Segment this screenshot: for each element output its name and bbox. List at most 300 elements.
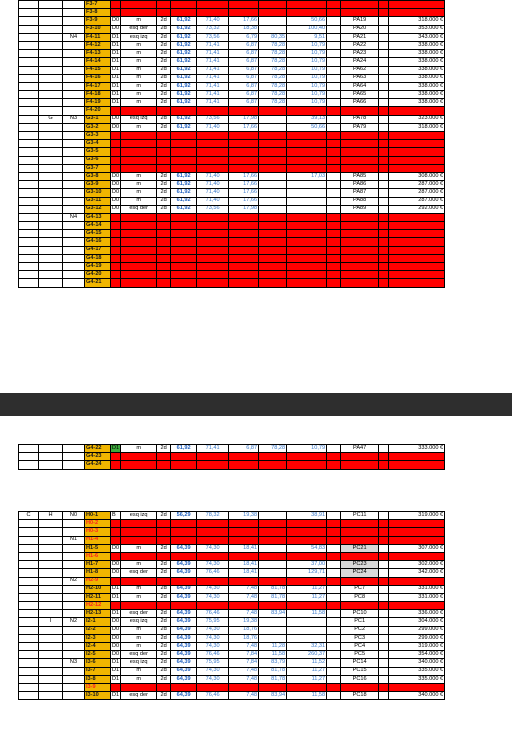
price-cell: 338.000 €	[389, 41, 445, 49]
group-cell	[39, 569, 63, 577]
reference-cell: PC15	[341, 667, 379, 675]
typology-cell: D1	[112, 66, 120, 73]
section-cell	[19, 520, 39, 528]
empty-cell	[287, 520, 327, 528]
spacer-cell	[327, 25, 341, 33]
empty-cell	[379, 246, 389, 254]
reference-cell: PA86	[341, 181, 379, 189]
price-cell: 287.000 €	[389, 181, 445, 189]
empty-cell	[171, 461, 197, 469]
reference-cell: PA66	[341, 99, 379, 107]
empty-cell	[287, 246, 327, 254]
empty-cell	[171, 1, 197, 9]
surface-built-cell: 71,40	[197, 189, 229, 197]
level-cell: N0	[63, 512, 85, 520]
empty-cell	[341, 461, 379, 469]
group-cell	[39, 544, 63, 552]
bedrooms-cell: 2d	[157, 74, 171, 82]
table-row	[19, 634, 445, 642]
group-cell	[39, 692, 63, 700]
surface-built-cell: 71,41	[197, 91, 229, 99]
empty-cell	[197, 453, 229, 461]
level-cell	[63, 593, 85, 601]
surface-garden-cell: 50,66	[287, 123, 327, 131]
table-row	[19, 74, 445, 82]
section-cell	[19, 9, 39, 17]
bedrooms-cell: 2d	[157, 33, 171, 41]
surface-built-cell: 74,30	[197, 667, 229, 675]
empty-cell	[229, 230, 259, 238]
surface-total-cell: 83,79	[259, 659, 287, 667]
empty-cell	[327, 238, 341, 246]
surface-useful-cell: 61,92	[171, 17, 197, 25]
surface-built-cell: 73,56	[197, 33, 229, 41]
group-cell	[39, 643, 63, 651]
spacer-cell	[327, 172, 341, 180]
orientation-cell: m	[121, 82, 157, 90]
empty-cell	[327, 107, 341, 115]
unit-code-cell: F4-11	[85, 33, 111, 41]
section-cell	[19, 651, 39, 659]
level-cell	[63, 271, 85, 279]
price-cell: 338.000 €	[389, 66, 445, 74]
surface-garden-cell	[287, 205, 327, 213]
surface-useful-cell: 64,39	[171, 651, 197, 659]
surface-built-cell: 71,40	[197, 181, 229, 189]
empty-cell	[197, 536, 229, 544]
level-cell	[63, 453, 85, 461]
empty-cell	[341, 107, 379, 115]
surface-useful-cell: 61,92	[171, 25, 197, 33]
price-cell: 340.000 €	[389, 659, 445, 667]
surface-terrace-cell: 6,87	[229, 445, 259, 453]
unit-code-cell: F4-19	[85, 99, 111, 107]
empty-cell	[287, 552, 327, 560]
empty-cell	[379, 602, 389, 610]
empty-cell	[341, 602, 379, 610]
unit-code-cell: I3-9	[85, 683, 111, 691]
spacer-cell	[379, 181, 389, 189]
empty-cell	[327, 453, 341, 461]
level-cell	[63, 197, 85, 205]
reference-cell: PC11	[341, 512, 379, 520]
empty-cell	[171, 156, 197, 164]
empty-cell	[111, 164, 121, 172]
reference-cell: PC1	[341, 618, 379, 626]
empty-cell	[157, 213, 171, 221]
empty-cell	[327, 132, 341, 140]
surface-built-cell: 73,56	[197, 115, 229, 123]
unit-code-cell: G3-6	[85, 156, 111, 164]
level-cell	[63, 569, 85, 577]
surface-total-cell	[259, 189, 287, 197]
spacer-cell	[327, 189, 341, 197]
empty-cell	[379, 1, 389, 9]
section-cell	[19, 107, 39, 115]
empty-cell	[379, 164, 389, 172]
empty-cell	[341, 140, 379, 148]
surface-useful-cell: 61,92	[171, 115, 197, 123]
orientation-cell: m	[121, 675, 157, 683]
unit-code-cell: H1-6	[85, 552, 111, 560]
unit-code-cell: G3-3	[85, 132, 111, 140]
surface-useful-cell: 64,39	[171, 626, 197, 634]
level-cell: N4	[63, 33, 85, 41]
section-cell	[19, 123, 39, 131]
empty-cell	[121, 213, 157, 221]
orientation-cell: m	[121, 50, 157, 58]
empty-cell	[287, 683, 327, 691]
level-cell	[63, 528, 85, 536]
price-cell: 287.000 €	[389, 189, 445, 197]
level-cell	[63, 132, 85, 140]
table-row	[19, 50, 445, 58]
group-cell	[39, 189, 63, 197]
level-cell	[63, 50, 85, 58]
orientation-cell: m	[121, 189, 157, 197]
spacer-cell	[327, 667, 341, 675]
group-cell	[39, 132, 63, 140]
surface-total-cell	[259, 172, 287, 180]
empty-cell	[171, 238, 197, 246]
empty-cell	[171, 602, 197, 610]
spacer-cell	[379, 626, 389, 634]
orientation-cell: m	[121, 17, 157, 25]
empty-cell	[111, 528, 121, 536]
empty-cell	[259, 461, 287, 469]
surface-garden-cell: 11,27	[287, 593, 327, 601]
orientation-cell: esq der	[121, 651, 157, 659]
level-cell	[63, 123, 85, 131]
surface-terrace-cell: 7,48	[229, 667, 259, 675]
group-cell	[39, 91, 63, 99]
table-row	[19, 181, 445, 189]
table-row	[19, 618, 445, 626]
table-row	[19, 593, 445, 601]
empty-cell	[111, 107, 121, 115]
unit-code-cell: H2-12	[85, 602, 111, 610]
empty-cell	[229, 213, 259, 221]
table-row	[19, 17, 445, 25]
section-cell	[19, 205, 39, 213]
empty-cell	[259, 246, 287, 254]
surface-terrace-cell: 18,41	[229, 544, 259, 552]
table-row	[19, 569, 445, 577]
empty-cell	[229, 238, 259, 246]
empty-cell	[229, 552, 259, 560]
empty-cell	[171, 213, 197, 221]
empty-cell	[229, 164, 259, 172]
spacer-cell	[327, 561, 341, 569]
reference-cell: PC8	[341, 593, 379, 601]
surface-garden-cell: 10,79	[287, 41, 327, 49]
price-cell: 343.000 €	[389, 33, 445, 41]
empty-cell	[157, 602, 171, 610]
group-cell	[39, 99, 63, 107]
surface-garden-cell: 37,00	[287, 561, 327, 569]
empty-cell	[389, 461, 445, 469]
orientation-cell: m	[121, 643, 157, 651]
group-cell	[39, 520, 63, 528]
empty-cell	[379, 213, 389, 221]
bedrooms-cell: 2d	[157, 99, 171, 107]
empty-cell	[389, 263, 445, 271]
empty-cell	[389, 132, 445, 140]
surface-built-cell: 71,41	[197, 445, 229, 453]
bedrooms-cell: 2d	[157, 692, 171, 700]
empty-cell	[171, 9, 197, 17]
spacer-cell	[379, 643, 389, 651]
table-row	[19, 213, 445, 221]
empty-cell	[171, 279, 197, 287]
reference-cell: PC21	[341, 544, 379, 552]
table-row	[19, 520, 445, 528]
price-cell: 335.000 €	[389, 667, 445, 675]
empty-cell	[171, 536, 197, 544]
empty-cell	[389, 520, 445, 528]
section-cell	[19, 593, 39, 601]
surface-built-cell: 73,56	[197, 205, 229, 213]
section-cell	[19, 222, 39, 230]
empty-cell	[121, 107, 157, 115]
section-cell	[19, 58, 39, 66]
surface-garden-cell: 260,37	[287, 651, 327, 659]
empty-cell	[259, 520, 287, 528]
surface-useful-cell: 61,92	[171, 66, 197, 74]
spacer-cell	[327, 626, 341, 634]
empty-cell	[287, 602, 327, 610]
empty-cell	[287, 263, 327, 271]
empty-cell	[379, 254, 389, 262]
group-cell	[39, 445, 63, 453]
table-row	[19, 254, 445, 262]
surface-built-cell: 71,41	[197, 41, 229, 49]
surface-terrace-cell: 7,48	[229, 585, 259, 593]
surface-terrace-cell: 17,66	[229, 189, 259, 197]
typology-cell: D1	[112, 659, 120, 666]
surface-useful-cell: 64,39	[171, 692, 197, 700]
price-cell: 302.000 €	[389, 561, 445, 569]
empty-cell	[259, 279, 287, 287]
empty-cell	[197, 577, 229, 585]
bedrooms-cell: 2d	[157, 17, 171, 25]
empty-cell	[327, 148, 341, 156]
empty-cell	[379, 461, 389, 469]
empty-cell	[259, 222, 287, 230]
table-row	[19, 659, 445, 667]
spacer-cell	[379, 58, 389, 66]
spacer-cell	[379, 675, 389, 683]
surface-garden-cell: 17,03	[287, 172, 327, 180]
empty-cell	[171, 222, 197, 230]
bedrooms-cell: 2d	[157, 115, 171, 123]
price-cell: 299.000 €	[389, 634, 445, 642]
level-cell	[63, 172, 85, 180]
surface-built-cell: 71,41	[197, 82, 229, 90]
unit-code-cell: F3-10	[85, 25, 111, 33]
price-cell: 338.000 €	[389, 74, 445, 82]
surface-terrace-cell: 6,87	[229, 58, 259, 66]
group-cell	[39, 123, 63, 131]
surface-built-cell: 74,30	[197, 675, 229, 683]
empty-cell	[157, 148, 171, 156]
level-cell: N2	[63, 618, 85, 626]
group-cell	[39, 164, 63, 172]
section-cell	[19, 643, 39, 651]
group-cell	[39, 172, 63, 180]
reference-cell: PC4	[341, 643, 379, 651]
level-cell	[63, 66, 85, 74]
empty-cell	[197, 213, 229, 221]
unit-code-cell: F3-8	[85, 9, 111, 17]
empty-cell	[121, 271, 157, 279]
table-row	[19, 271, 445, 279]
section-cell	[19, 140, 39, 148]
empty-cell	[389, 528, 445, 536]
surface-useful-cell: 61,92	[171, 50, 197, 58]
spacer-cell	[379, 593, 389, 601]
empty-cell	[389, 230, 445, 238]
price-cell: 318.000 €	[389, 123, 445, 131]
section-cell	[19, 246, 39, 254]
level-cell	[63, 626, 85, 634]
empty-cell	[259, 156, 287, 164]
typology-cell: D1	[112, 593, 120, 600]
surface-useful-cell: 64,39	[171, 618, 197, 626]
section-cell	[19, 610, 39, 618]
table-row	[19, 123, 445, 131]
empty-cell	[121, 222, 157, 230]
empty-cell	[341, 238, 379, 246]
unit-code-cell: G3-5	[85, 148, 111, 156]
table-row	[19, 25, 445, 33]
empty-cell	[341, 222, 379, 230]
unit-code-cell: G4-15	[85, 230, 111, 238]
empty-cell	[327, 156, 341, 164]
table-row	[19, 626, 445, 634]
table-row	[19, 453, 445, 461]
unit-code-cell: F4-17	[85, 82, 111, 90]
group-cell	[39, 17, 63, 25]
empty-cell	[287, 164, 327, 172]
empty-cell	[171, 246, 197, 254]
level-cell	[63, 544, 85, 552]
orientation-cell: esq der	[121, 692, 157, 700]
empty-cell	[229, 577, 259, 585]
orientation-cell: m	[121, 634, 157, 642]
typology-cell: D0	[112, 189, 120, 196]
spacer-cell	[327, 33, 341, 41]
reference-cell: PC2	[341, 626, 379, 634]
empty-cell	[197, 156, 229, 164]
section-cell	[19, 115, 39, 123]
empty-cell	[157, 238, 171, 246]
spacer-cell	[379, 561, 389, 569]
empty-cell	[121, 9, 157, 17]
section-cell	[19, 33, 39, 41]
section-cell	[19, 667, 39, 675]
surface-terrace-cell: 6,87	[229, 99, 259, 107]
section-cell	[19, 536, 39, 544]
bedrooms-cell: 2d	[157, 205, 171, 213]
empty-cell	[111, 520, 121, 528]
price-cell: 338.000 €	[389, 91, 445, 99]
typology-cell: D0	[112, 197, 120, 204]
typology-cell: D0	[112, 544, 120, 551]
price-cell: 304.000 €	[389, 618, 445, 626]
empty-cell	[121, 156, 157, 164]
group-cell	[39, 593, 63, 601]
surface-useful-cell: 61,92	[171, 33, 197, 41]
empty-cell	[157, 9, 171, 17]
empty-cell	[157, 230, 171, 238]
empty-cell	[259, 164, 287, 172]
price-cell: 292.000 €	[389, 205, 445, 213]
section-cell	[19, 50, 39, 58]
empty-cell	[197, 9, 229, 17]
empty-cell	[121, 577, 157, 585]
spacer-cell	[327, 569, 341, 577]
unit-code-cell: F4-20	[85, 107, 111, 115]
surface-garden-cell: 10,79	[287, 74, 327, 82]
section-cell	[19, 692, 39, 700]
price-cell: 354.000 €	[389, 651, 445, 659]
empty-cell	[389, 164, 445, 172]
surface-garden-cell	[287, 618, 327, 626]
empty-cell	[157, 132, 171, 140]
unit-code-cell: I3-7	[85, 667, 111, 675]
empty-cell	[111, 230, 121, 238]
table-row	[19, 1, 445, 9]
spacer-cell	[327, 634, 341, 642]
empty-cell	[287, 107, 327, 115]
spacer-cell	[379, 618, 389, 626]
surface-useful-cell: 64,39	[171, 634, 197, 642]
empty-cell	[341, 1, 379, 9]
empty-cell	[111, 132, 121, 140]
empty-cell	[197, 552, 229, 560]
empty-cell	[229, 602, 259, 610]
bedrooms-cell: 2d	[157, 643, 171, 651]
group-cell	[39, 561, 63, 569]
surface-total-cell: 81,78	[259, 585, 287, 593]
empty-cell	[197, 602, 229, 610]
surface-built-cell: 74,30	[197, 593, 229, 601]
surface-built-cell: 71,40	[197, 172, 229, 180]
surface-garden-cell: 10,79	[287, 82, 327, 90]
surface-terrace-cell: 7,48	[229, 675, 259, 683]
empty-cell	[197, 230, 229, 238]
reference-cell: PA23	[341, 50, 379, 58]
empty-cell	[171, 254, 197, 262]
reference-cell: PA85	[341, 172, 379, 180]
table-row	[19, 82, 445, 90]
surface-garden-cell: 100,40	[287, 25, 327, 33]
empty-cell	[259, 683, 287, 691]
level-cell	[63, 246, 85, 254]
bedrooms-cell: 2d	[157, 667, 171, 675]
typology-cell: D0	[112, 626, 120, 633]
surface-total-cell: 11,58	[259, 651, 287, 659]
surface-terrace-cell: 17,98	[229, 115, 259, 123]
table-row	[19, 544, 445, 552]
surface-total-cell: 78,28	[259, 58, 287, 66]
section-cell	[19, 230, 39, 238]
bedrooms-cell: 2d	[157, 445, 171, 453]
unit-code-cell: G4-16	[85, 238, 111, 246]
empty-cell	[341, 528, 379, 536]
empty-cell	[229, 461, 259, 469]
